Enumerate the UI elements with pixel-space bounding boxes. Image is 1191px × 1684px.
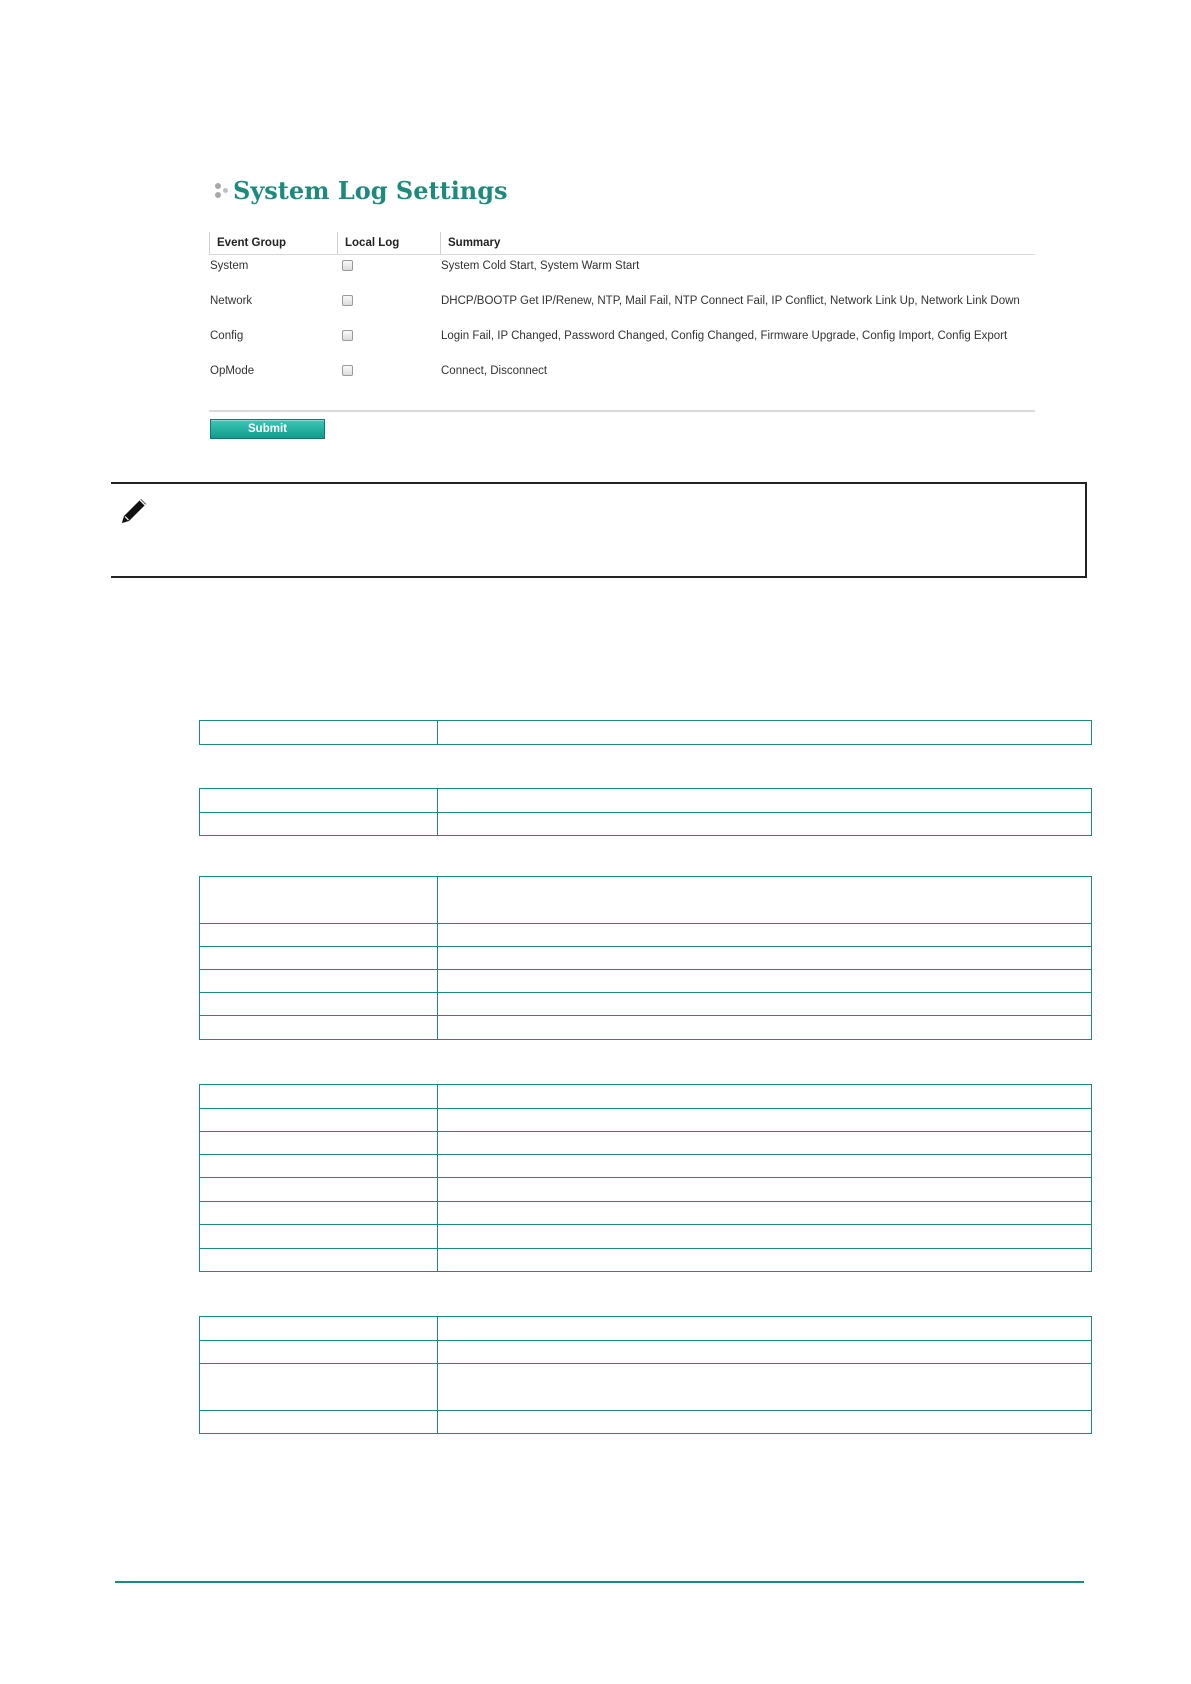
table-row bbox=[200, 1202, 1092, 1225]
table-row bbox=[200, 1178, 1092, 1202]
note-box bbox=[111, 482, 1087, 578]
column-header-summary: Summary bbox=[440, 232, 740, 254]
pencil-icon bbox=[116, 492, 152, 528]
table-row bbox=[200, 947, 1092, 970]
grid-table-4 bbox=[199, 1084, 1092, 1272]
table-row bbox=[200, 1225, 1092, 1249]
table-row-network bbox=[209, 291, 1035, 311]
title-bullet-icon bbox=[213, 181, 231, 201]
table-row bbox=[200, 721, 1092, 745]
table-row-system bbox=[209, 256, 1035, 276]
page-title-block bbox=[213, 176, 508, 205]
table-row bbox=[200, 877, 1092, 924]
event-group-label: OpMode bbox=[210, 365, 255, 377]
local-log-checkbox-opmode[interactable] bbox=[342, 365, 353, 376]
page-title: System Log Settings bbox=[233, 176, 508, 205]
local-log-checkbox-network[interactable] bbox=[342, 295, 353, 306]
grid-table-2 bbox=[199, 788, 1092, 836]
event-group-label: Config bbox=[210, 330, 244, 342]
table-row bbox=[200, 1085, 1092, 1109]
event-group-label: Network bbox=[210, 295, 253, 307]
grid-table-3 bbox=[199, 876, 1092, 1040]
table-row bbox=[200, 1411, 1092, 1434]
table-row-opmode bbox=[209, 361, 1035, 381]
event-summary: Connect, Disconnect bbox=[441, 365, 548, 377]
local-log-checkbox-config[interactable] bbox=[342, 330, 353, 341]
table-divider bbox=[209, 410, 1035, 412]
table-row bbox=[200, 970, 1092, 993]
table-row bbox=[200, 924, 1092, 947]
column-header-local-log: Local Log bbox=[337, 232, 440, 254]
table-row bbox=[200, 1364, 1092, 1411]
footer-rule bbox=[115, 1581, 1084, 1583]
table-row bbox=[200, 1155, 1092, 1178]
table-row bbox=[200, 1132, 1092, 1155]
event-summary: DHCP/BOOTP Get IP/Renew, NTP, Mail Fail, NTP Connect Fail, IP Conflict, Network Link Up, Network Link Down bbox=[441, 295, 1020, 307]
submit-button[interactable]: Submit bbox=[210, 419, 325, 439]
column-header-event-group: Event Group bbox=[209, 232, 337, 254]
grid-table-5 bbox=[199, 1316, 1092, 1434]
table-row-config bbox=[209, 326, 1035, 346]
local-log-checkbox-system[interactable] bbox=[342, 260, 353, 271]
table-row bbox=[200, 1341, 1092, 1364]
table-row bbox=[200, 789, 1092, 813]
table-header bbox=[209, 232, 1035, 255]
table-row bbox=[200, 993, 1092, 1016]
event-summary: System Cold Start, System Warm Start bbox=[441, 260, 640, 272]
table-row bbox=[200, 1249, 1092, 1272]
event-summary: Login Fail, IP Changed, Password Changed, Config Changed, Firmware Upgrade, Config Import, Config Export bbox=[441, 330, 1008, 342]
grid-table-1 bbox=[199, 720, 1092, 745]
table-row bbox=[200, 1016, 1092, 1040]
table-row bbox=[200, 813, 1092, 836]
table-row bbox=[200, 1109, 1092, 1132]
table-row bbox=[200, 1317, 1092, 1341]
event-group-label: System bbox=[210, 260, 249, 272]
